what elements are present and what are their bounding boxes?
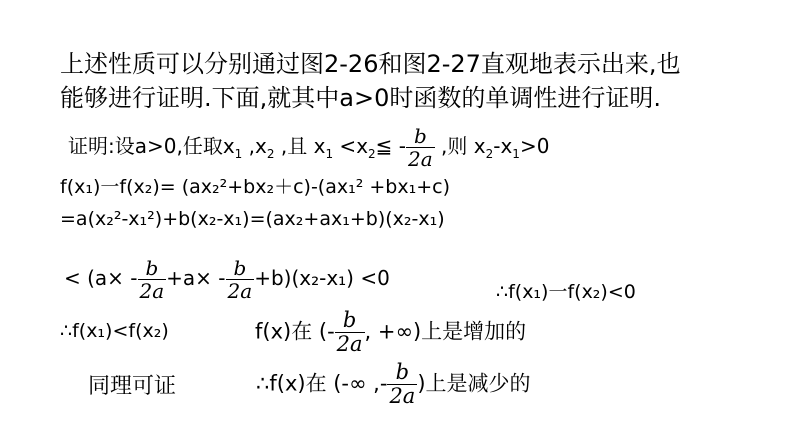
increasing-statement: f(x)在 (- $\frac{b}{2a}$ , +∞)上是增加的 [255, 308, 527, 356]
equation-line-3: < (a× - $\frac{b}{2a}$ +a× - $\frac{b}{2a}$ +b)(x₂-x₁) <0 [64, 256, 390, 303]
fraction-b-2a: $\frac{b}{2a}$ [139, 256, 165, 303]
conclusion-inequality: ∴f(x₁)<f(x₂) [60, 320, 169, 342]
decreasing-statement: ∴f(x)在 (-∞ ,- $\frac{b}{2a}$ )上是减少的 [256, 360, 531, 408]
conclusion-difference: ∴f(x₁)一f(x₂)<0 [496, 281, 636, 303]
similarly-text: 同理可证 [88, 374, 177, 399]
fraction-b-2a: $\frac{b}{2a}$ [336, 308, 363, 356]
intro-line-2: 能够进行证明.下面,就其中a>0时函数的单调性进行证明. [60, 84, 661, 112]
proof-setup-line: 证明:设a>0,任取$x_1$ $,x_2$ ,且 $x_1$ $<x_2≦$ - $\frac{b}{2a}$ ,则 $x_2-x_1>0$ [68, 124, 550, 171]
equation-line-2: =a(x₂²-x₁²)+b(x₂-x₁)=(ax₂+ax₁+b)(x₂-x₁) [60, 208, 445, 230]
equation-line-1: f(x₁)一f(x₂)= (ax₂²+bx₂＋c)-(ax₁² +bx₁+c) [60, 176, 450, 198]
fraction-b-2a: $\frac{b}{2a}$ [227, 256, 253, 303]
intro-line-1: 上述性质可以分别通过图2-26和图2-27直观地表示出来,也 [60, 50, 681, 78]
fraction-b-2a: $\frac{b}{2a}$ [389, 360, 416, 408]
fraction-b-2a: $\frac{b}{2a}$ [408, 124, 433, 171]
proof-setup-text: 证明:设a>0,任取x [68, 134, 235, 158]
